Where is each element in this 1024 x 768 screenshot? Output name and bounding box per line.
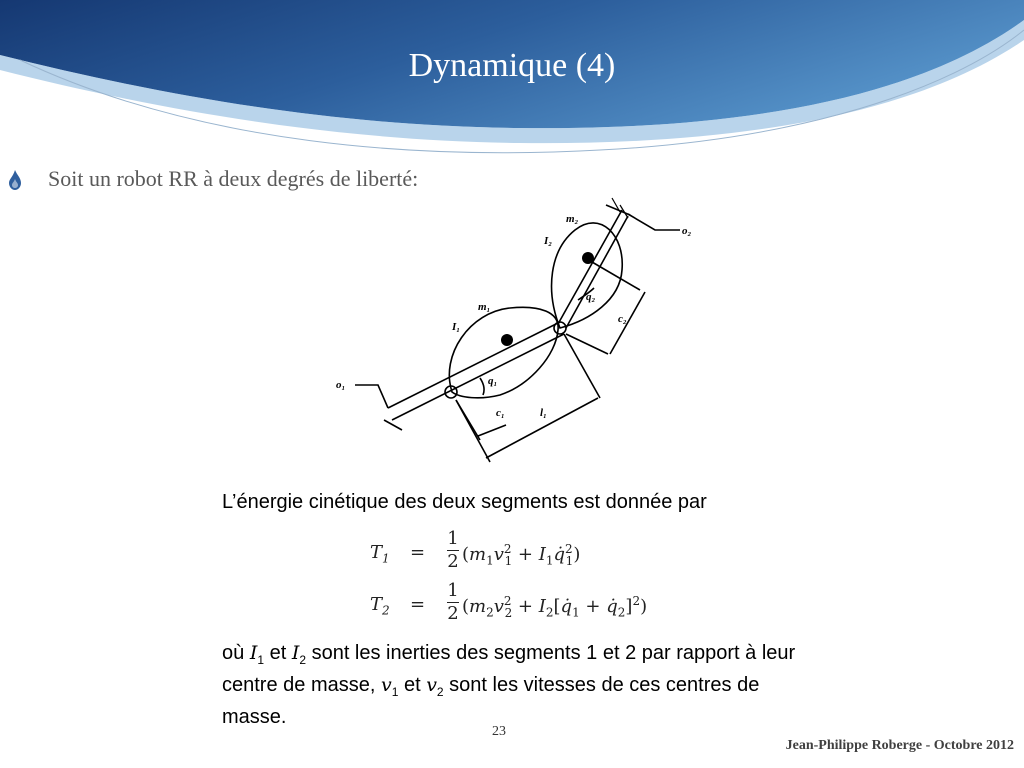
energy-intro: L’énergie cinétique des deux segments est donnée par [222,491,707,513]
label-m1: m₁ [478,301,491,313]
label-m2: m₂ [566,213,579,225]
label-I1: I₁ [452,321,461,333]
flame-bullet-icon [8,170,22,190]
bullet-text: Soit un robot RR à deux degrés de liberté: [48,166,419,191]
label-c1: c₁ [496,407,505,419]
label-c2: c₂ [618,313,627,325]
footer-author-date: Jean-Philippe Roberge - Octobre 2012 [785,738,1014,753]
inertia-description: où $I_1$ et $I_2$ sont les inerties des segments 1 et 2 par rapport à leur centre de masse, $v_1$ et $v_2$ sont les vitesses de ces centres de masse. [222,642,796,728]
robot-rr-diagram [330,195,710,475]
label-o1: o₁ [336,379,346,391]
slide-title: Dynamique (4) [408,47,616,84]
label-I2: I₂ [544,235,553,247]
label-q1: q₁ [488,375,498,387]
label-q2: q₂ [586,291,596,303]
label-o2: o₂ [682,225,692,237]
label-l1: l₁ [540,407,547,419]
page-number: 23 [492,724,506,739]
